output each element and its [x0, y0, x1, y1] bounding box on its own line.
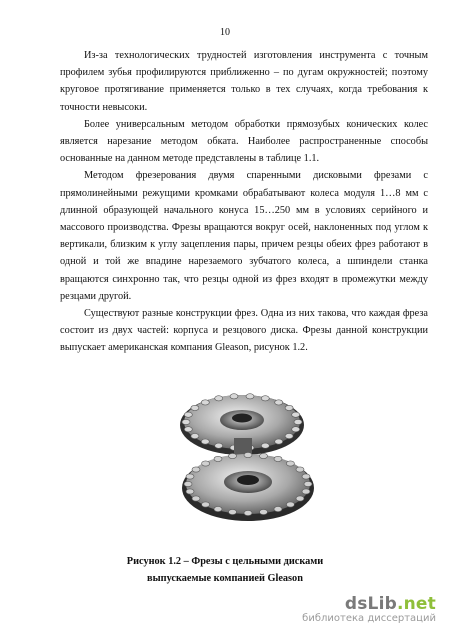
cutter-tooth [244, 452, 252, 457]
cutter-tooth [292, 412, 300, 417]
cutter-tooth [261, 443, 269, 448]
cutter-disks-image [170, 380, 320, 545]
cutter-tooth [274, 456, 282, 461]
cutter-tooth [294, 419, 302, 424]
watermark-tagline: библиотека диссертаций [302, 613, 436, 624]
cutter-tooth [286, 502, 294, 507]
cutter-tooth [184, 481, 192, 486]
watermark-logo: dsLib.net [344, 594, 436, 614]
cutter-tooth [192, 467, 200, 472]
cutter-tooth [275, 439, 283, 444]
cutter-tooth [182, 419, 190, 424]
cutter-tooth [215, 396, 223, 401]
cutter-tooth [261, 396, 269, 401]
cutter-tooth [184, 427, 192, 432]
caption-line: Рисунок 1.2 – Фрезы с цельными дисками [126, 556, 324, 567]
paragraph: Методом фрезерования двумя спаренными дисковыми фрезами с прямолинейными режущими кромками обрабатывают колеса модуля 1…8 мм с длинной образующей начального конуса 15…250 мм в условиях серийного и массового производства. Фрезы вращаются вокруг осей, наклоненных под углом к вертикали, близким к углу зацепления пары, причем резцы обеих фрез работают в одной и той же впадине нарезаемого зубчатого колеса, а шпиндели станка вращаются синхронно так, что резцы одной из фрез входят в промежутки между резцами другой. [60, 170, 428, 302]
cutter-tooth [274, 507, 282, 512]
body-text [60, 47, 428, 357]
cutter-tooth [186, 489, 194, 494]
cutter-tooth [296, 496, 304, 501]
cutter-tooth [214, 456, 222, 461]
cutter-tooth [304, 481, 312, 486]
cutter-tooth [191, 434, 199, 439]
cutter-tooth [201, 439, 209, 444]
cutter-tooth [260, 509, 268, 514]
cutter-tooth [246, 394, 254, 399]
cutter-tooth [191, 405, 199, 410]
paragraph: Существуют разные конструкции фрез. Одна из них такова, что каждая фреза состоит из двух частей: корпуса и резцового диска. Фрезы данной конструкции выпускает американская компания Gleason, рисунок 1.2. [60, 308, 428, 354]
watermark [302, 594, 436, 624]
cutter-tooth [202, 502, 210, 507]
cutter-tooth [214, 507, 222, 512]
figure-caption [0, 553, 450, 587]
cutter-tooth [285, 434, 293, 439]
cutter-tooth [285, 405, 293, 410]
caption-line: выпускаемые компанией Gleason [147, 573, 303, 584]
cutter-tooth [229, 509, 237, 514]
cutter-tooth [302, 489, 310, 494]
paragraph: Более универсальным методом обработки прямозубых конических колес является нарезание методом обката. Наиболее распространенные способы основанные на данном методе представлены в таблице 1.1. [60, 118, 428, 165]
paragraph: Из-за технологических трудностей изготовления инструмента с точным профилем зубья профилируются приближенно – по дугам окружностей; поэтому круговое протягивание применяется только в тех случаях, когда требования к точности невысоки. [60, 50, 428, 113]
figure-gleason-cutters [170, 380, 320, 545]
cutter-tooth [244, 510, 252, 515]
cutter-tooth [184, 412, 192, 417]
cutter-tooth [260, 453, 268, 458]
cutter-tooth [292, 427, 300, 432]
cutter-tooth [302, 474, 310, 479]
lower-cutter-disk [182, 452, 314, 521]
page-number: 10 [220, 27, 230, 38]
cutter-tooth [286, 461, 294, 466]
cutter-tooth [215, 443, 223, 448]
cutter-tooth [192, 496, 200, 501]
cutter-tooth [275, 400, 283, 405]
cutter-tooth [230, 394, 238, 399]
cutter-tooth [202, 461, 210, 466]
cutter-tooth [186, 474, 194, 479]
cutter-tooth [201, 400, 209, 405]
cutter-tooth [229, 453, 237, 458]
cutter-tooth [296, 467, 304, 472]
